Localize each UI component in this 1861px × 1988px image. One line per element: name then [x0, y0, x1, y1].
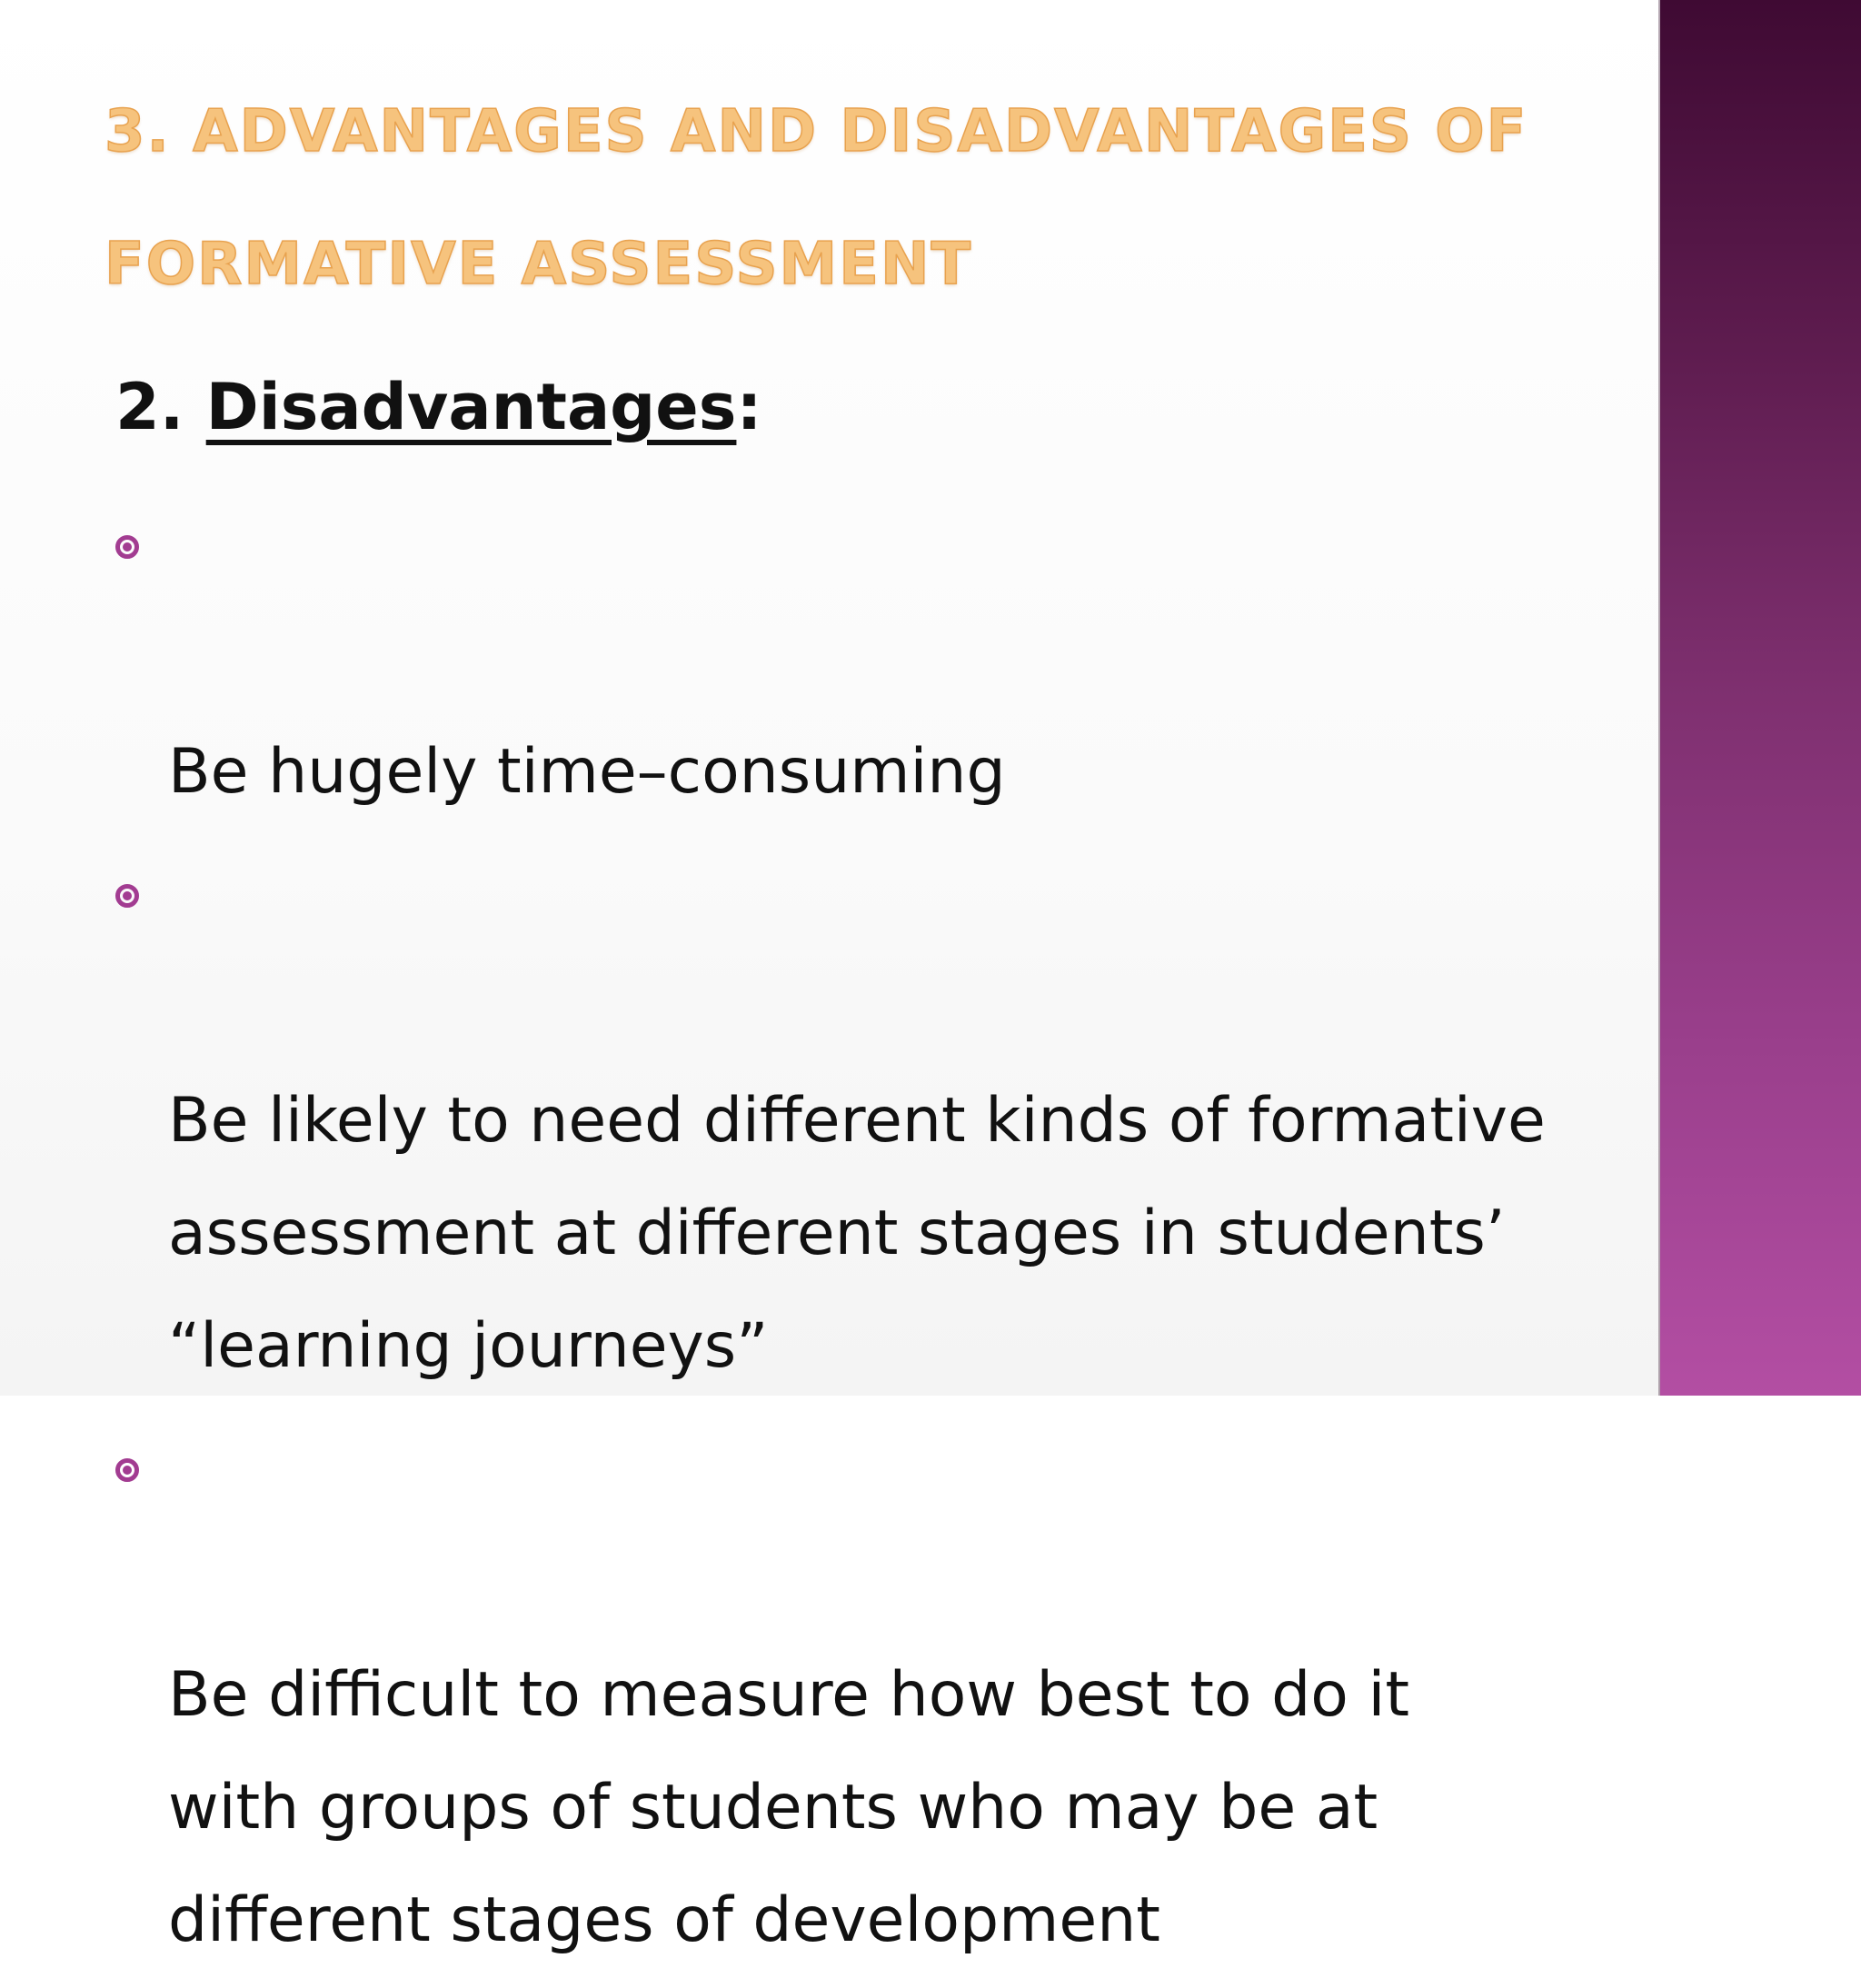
circled-dot-icon — [115, 535, 139, 559]
section-heading — [115, 365, 761, 449]
list-item-text: Be hugely time–consuming — [168, 736, 1006, 808]
list-item-text: Be likely to need different kinds of formative assessment at different stages in students’ “learning journeys” — [168, 1085, 1546, 1382]
slide-title: 3. ADVANTAGES AND DISADVANTAGES OF FORMATIVE ASSESSMENT — [104, 98, 1528, 298]
circled-dot-icon — [115, 1458, 139, 1482]
circled-dot-icon — [115, 884, 139, 908]
list-item — [114, 491, 1604, 829]
section-colon: : — [736, 370, 762, 444]
disadvantages-list — [114, 491, 1604, 1988]
list-item — [114, 1414, 1604, 1977]
list-item — [114, 840, 1604, 1403]
decorative-side-panel — [1660, 0, 1861, 1396]
list-item-text: Be difficult to measure how best to do it with groups of students who may be at different stages of development — [168, 1659, 1410, 1956]
section-label: Disadvantages — [205, 370, 737, 444]
section-number: 2. — [115, 370, 206, 444]
